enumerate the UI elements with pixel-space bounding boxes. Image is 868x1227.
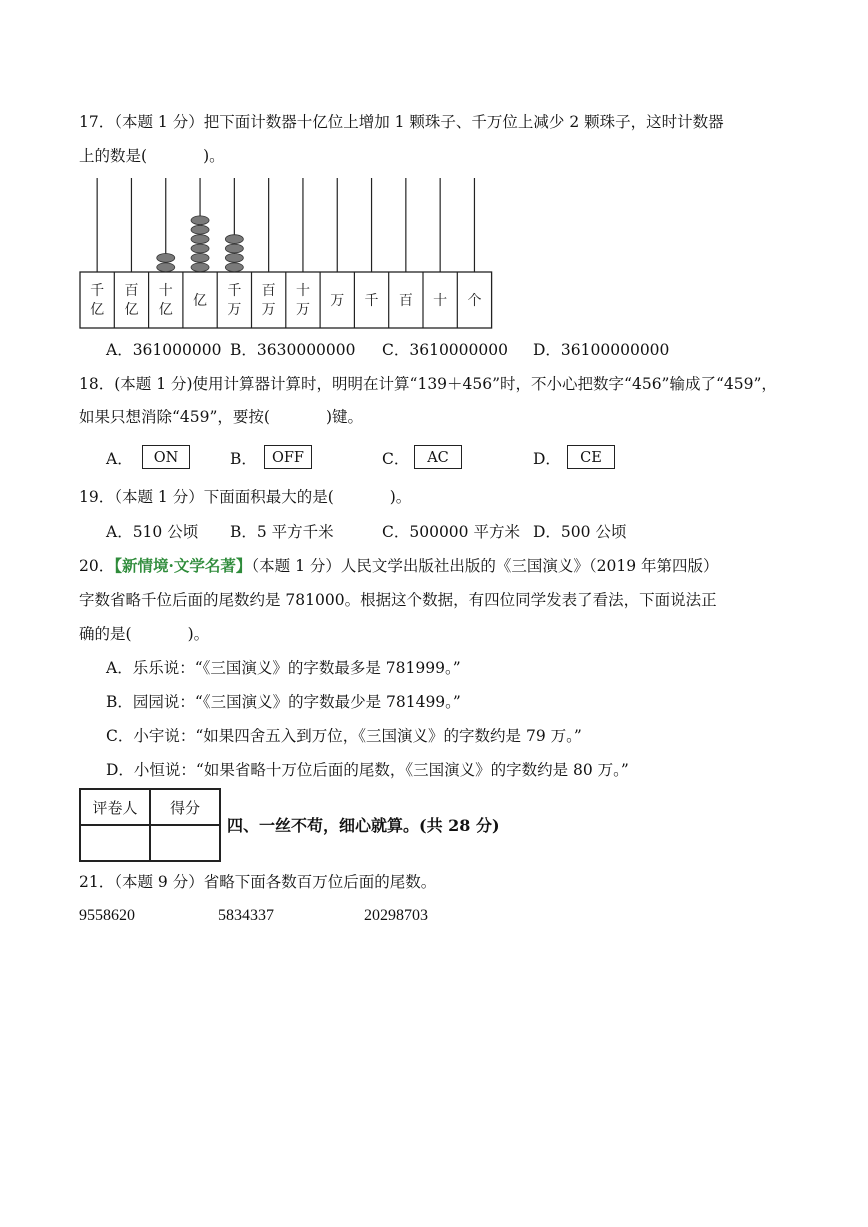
q18-text-line1: 18．(本题 1 分)使用计算器计算时，明明在计算“139＋456”时，不小心把数字“456”输成了“459”， (79, 375, 777, 393)
abacus-counter (79, 176, 494, 331)
q18-text-line2: 如果只想消除“459”，要按( )键。 (79, 408, 364, 426)
q20-text-line2: 字数省略千位后面的尾数约是 781000。根据这个数据，有四位同学发表了看法，下面说法正 (79, 591, 717, 609)
q20-text-line3: 确的是( )。 (79, 625, 210, 643)
q17-text-line2: 上的数是( )。 (79, 147, 225, 165)
place-label-bottom: 亿 (124, 302, 139, 318)
abacus-bead (191, 244, 209, 253)
q19-text: 19．（本题 1 分）下面面积最大的是( )。 (79, 488, 412, 506)
q20-option-c[interactable]: C．小宇说：“如果四舍五入到万位，《三国演义》的字数约是 79 万。” (106, 727, 582, 745)
score-cell[interactable] (150, 825, 220, 861)
q18-option-c-letter: C． (382, 450, 410, 468)
q19-option-a[interactable]: A．510 公顷 (106, 523, 199, 541)
q18-option-d-letter: D． (533, 450, 561, 468)
score-label: 得分 (150, 789, 220, 825)
q21-number: 20298703 (364, 907, 428, 924)
place-label-top: 千 (90, 283, 105, 299)
place-label-top: 百 (261, 283, 276, 299)
place-label-top: 十 (158, 283, 173, 299)
grader-cell[interactable] (80, 825, 150, 861)
score-table (79, 788, 221, 862)
abacus-bead (225, 263, 243, 272)
place-label: 个 (467, 293, 482, 309)
section-title: 四、一丝不苟，细心就算。(共 28 分) (227, 816, 500, 835)
q20-option-b[interactable]: B．园园说：“《三国演义》的字数最少是 781499。” (106, 693, 461, 711)
place-label: 百 (398, 293, 413, 309)
ce-key-button[interactable]: CE (567, 445, 615, 469)
q20-text-line1: 20．【新情境·文学名著】（本题 1 分）人民文学出版社出版的《三国演义》（2019 年第四版） (79, 556, 719, 575)
q20-option-a[interactable]: A．乐乐说：“《三国演义》的字数最多是 781999。” (106, 659, 461, 677)
place-label: 十 (433, 293, 448, 309)
abacus-bead (225, 244, 243, 253)
place-label-top: 百 (124, 283, 139, 299)
q19-option-c[interactable]: C．500000 平方米 (382, 523, 520, 541)
place-label-bottom: 万 (227, 302, 242, 318)
ac-key-button[interactable]: AC (414, 445, 462, 469)
abacus-bead (191, 254, 209, 263)
place-label: 千 (364, 293, 379, 309)
place-label-bottom: 万 (261, 302, 276, 318)
abacus-bead (191, 235, 209, 244)
q17-option-a[interactable]: A．361000000 (106, 341, 222, 359)
place-label-bottom: 亿 (90, 302, 105, 318)
q21-number: 5834337 (218, 907, 274, 924)
abacus-bead (157, 254, 175, 263)
off-key-button[interactable]: OFF (264, 445, 312, 469)
place-label-bottom: 亿 (158, 302, 173, 318)
q21-number: 9558620 (79, 907, 135, 924)
abacus-bead (157, 263, 175, 272)
q21-text: 21．（本题 9 分）省略下面各数百万位后面的尾数。 (79, 873, 437, 891)
q17-text-line1: 17．（本题 1 分）把下面计数器十亿位上增加 1 颗珠子、千万位上减少 2 颗珠子，这时计数器 (79, 113, 724, 131)
q17-option-c[interactable]: C．3610000000 (382, 341, 508, 359)
abacus-bead (191, 263, 209, 272)
q17-option-b[interactable]: B．3630000000 (230, 341, 356, 359)
place-label: 万 (330, 293, 345, 309)
abacus-bead (191, 225, 209, 234)
on-key-button[interactable]: ON (142, 445, 190, 469)
q18-option-a-letter: A． (106, 450, 133, 468)
grader-label: 评卷人 (80, 789, 150, 825)
place-label-top: 十 (295, 283, 310, 299)
q19-option-b[interactable]: B．5 平方千米 (230, 523, 334, 541)
q18-option-b-letter: B． (230, 450, 257, 468)
place-label-bottom: 万 (295, 302, 310, 318)
abacus-bead (225, 235, 243, 244)
q19-option-d[interactable]: D．500 公顷 (533, 523, 627, 541)
abacus-bead (191, 216, 209, 225)
place-label-top: 千 (227, 283, 242, 299)
place-label: 亿 (193, 293, 208, 309)
abacus-bead (225, 254, 243, 263)
q20-option-d[interactable]: D．小恒说：“如果省略十万位后面的尾数，《三国演义》的字数约是 80 万。” (106, 761, 629, 779)
q20-tag: 【新情境·文学名著】 (114, 556, 252, 575)
q17-option-d[interactable]: D．36100000000 (533, 341, 670, 359)
